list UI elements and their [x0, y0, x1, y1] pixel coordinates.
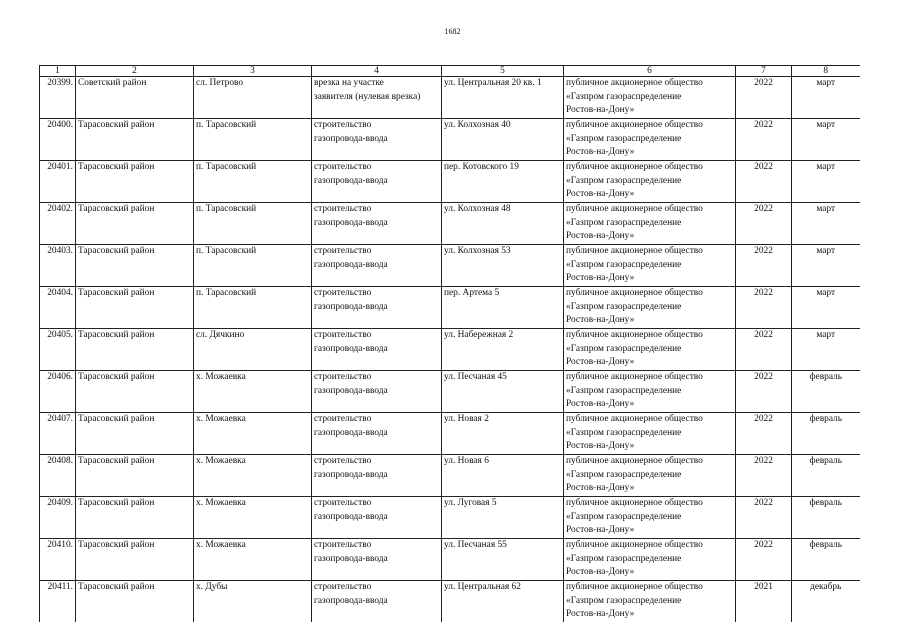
address-cell: [442, 371, 564, 413]
work-type-cell: [312, 455, 442, 497]
month-cell-line: февраль: [809, 414, 843, 424]
row-number: [40, 245, 76, 287]
work-type-cell-line: строительство: [314, 162, 372, 172]
row-number-line: 20406.: [47, 372, 73, 382]
settlement-cell: [194, 77, 312, 119]
settlement-cell-line: сл. Петрово: [196, 78, 244, 88]
organization-cell: [564, 245, 736, 287]
month-cell-line: март: [816, 78, 836, 88]
row-number-line: 20402.: [47, 204, 73, 214]
work-type-cell: [312, 119, 442, 161]
table-row: [40, 455, 860, 497]
table-row: [40, 77, 860, 119]
organization-cell-line: «Газпром газораспределение: [566, 259, 682, 270]
address-cell: [442, 329, 564, 371]
address-cell: [442, 413, 564, 455]
address-cell: [442, 287, 564, 329]
address-cell-line: ул. Песчаная 45: [444, 372, 507, 382]
settlement-cell: [194, 539, 312, 581]
district-cell: [76, 203, 194, 245]
organization-cell-line: публичное акционерное общество: [566, 372, 703, 382]
settlement-cell: [194, 119, 312, 161]
year-cell: [736, 287, 792, 329]
column-header: 8: [792, 66, 860, 77]
district-cell-line: Тарасовский район: [78, 414, 155, 424]
month-cell: [792, 329, 860, 371]
work-type-cell-line: газопровода-ввода: [314, 595, 388, 606]
address-cell-line: ул. Колхозная 40: [444, 120, 511, 130]
row-number: [40, 77, 76, 119]
work-type-cell-line: газопровода-ввода: [314, 385, 388, 396]
month-cell: [792, 161, 860, 203]
work-type-cell-line: газопровода-ввода: [314, 217, 388, 228]
work-type-cell: [312, 413, 442, 455]
organization-cell-line: Ростов-на-Дону»: [566, 483, 635, 494]
organization-cell-line: публичное акционерное общество: [566, 498, 703, 508]
month-cell-line: март: [816, 246, 836, 256]
work-type-cell: [312, 287, 442, 329]
organization-cell-line: «Газпром газораспределение: [566, 175, 682, 186]
organization-cell-line: «Газпром газораспределение: [566, 469, 682, 480]
month-cell: [792, 581, 860, 623]
address-cell: [442, 539, 564, 581]
work-type-cell: [312, 581, 442, 623]
address-cell-line: ул. Песчаная 55: [444, 540, 507, 550]
organization-cell-line: «Газпром газораспределение: [566, 343, 682, 354]
work-type-cell-line: газопровода-ввода: [314, 469, 388, 480]
organization-cell-line: Ростов-на-Дону»: [566, 105, 635, 116]
settlement-cell: [194, 413, 312, 455]
organization-cell-line: «Газпром газораспределение: [566, 91, 682, 102]
organization-cell-line: Ростов-на-Дону»: [566, 399, 635, 410]
settlement-cell-line: сл. Дячкино: [196, 330, 245, 340]
organization-cell-line: Ростов-на-Дону»: [566, 189, 635, 200]
address-cell: [442, 77, 564, 119]
organization-cell: [564, 119, 736, 161]
organization-cell-line: Ростов-на-Дону»: [566, 525, 635, 536]
table-row: [40, 245, 860, 287]
address-cell-line: пер. Котовского 19: [444, 162, 519, 172]
table-row: [40, 329, 860, 371]
row-number: [40, 413, 76, 455]
settlement-cell-line: х. Дубы: [196, 582, 228, 592]
organization-cell-line: Ростов-на-Дону»: [566, 315, 635, 326]
month-cell-line: март: [816, 330, 836, 340]
organization-cell-line: публичное акционерное общество: [566, 288, 703, 298]
month-cell: [792, 497, 860, 539]
work-type-cell: [312, 77, 442, 119]
month-cell-line: февраль: [809, 456, 843, 466]
organization-cell-line: публичное акционерное общество: [566, 204, 703, 214]
district-cell: [76, 371, 194, 413]
work-type-cell: [312, 371, 442, 413]
address-cell-line: ул. Набережная 2: [444, 330, 514, 340]
year-cell-line: 2022: [754, 288, 773, 298]
work-type-cell-line: строительство: [314, 330, 372, 340]
work-type-cell: [312, 497, 442, 539]
month-cell: [792, 287, 860, 329]
row-number-line: 20403.: [47, 246, 73, 256]
year-cell-line: 2022: [754, 372, 773, 382]
row-number: [40, 161, 76, 203]
organization-cell-line: публичное акционерное общество: [566, 414, 703, 424]
row-number-line: 20404.: [47, 288, 73, 298]
address-cell-line: ул. Колхозная 53: [444, 246, 511, 256]
year-cell: [736, 119, 792, 161]
month-cell: [792, 245, 860, 287]
address-cell-line: ул. Новая 2: [444, 414, 489, 424]
organization-cell-line: публичное акционерное общество: [566, 540, 703, 550]
address-cell: [442, 203, 564, 245]
row-number-line: 20411.: [47, 582, 73, 592]
settlement-cell: [194, 371, 312, 413]
district-cell-line: Тарасовский район: [78, 330, 155, 340]
year-cell-line: 2022: [754, 204, 773, 214]
organization-cell-line: Ростов-на-Дону»: [566, 567, 635, 578]
settlement-cell: [194, 245, 312, 287]
year-cell: [736, 245, 792, 287]
work-type-cell-line: строительство: [314, 582, 372, 592]
district-cell: [76, 329, 194, 371]
row-number-line: 20399.: [47, 78, 73, 88]
year-cell: [736, 581, 792, 623]
work-type-cell-line: строительство: [314, 456, 372, 466]
settlement-cell: [194, 203, 312, 245]
year-cell-line: 2022: [754, 330, 773, 340]
work-type-cell: [312, 245, 442, 287]
table-row: [40, 371, 860, 413]
month-cell-line: март: [816, 120, 836, 130]
table-row: [40, 497, 860, 539]
year-cell: [736, 455, 792, 497]
work-type-cell-line: газопровода-ввода: [314, 511, 388, 522]
work-type-cell-line: строительство: [314, 288, 372, 298]
organization-cell-line: публичное акционерное общество: [566, 456, 703, 466]
organization-cell-line: Ростов-на-Дону»: [566, 357, 635, 368]
address-cell-line: ул. Луговая 5: [444, 498, 497, 508]
year-cell-line: 2022: [754, 456, 773, 466]
row-number: [40, 497, 76, 539]
work-type-cell-line: газопровода-ввода: [314, 343, 388, 354]
district-cell: [76, 539, 194, 581]
work-type-cell-line: газопровода-ввода: [314, 427, 388, 438]
address-cell: [442, 119, 564, 161]
year-cell: [736, 77, 792, 119]
year-cell-line: 2021: [754, 582, 773, 592]
address-cell: [442, 581, 564, 623]
work-type-cell-line: строительство: [314, 540, 372, 550]
organization-cell-line: «Газпром газораспределение: [566, 217, 682, 228]
row-number-line: 20405.: [47, 330, 73, 340]
month-cell: [792, 413, 860, 455]
header-row: [40, 66, 860, 77]
table-row: [40, 581, 860, 623]
organization-cell: [564, 413, 736, 455]
settlement-cell-line: п. Тарасовский: [196, 120, 257, 130]
organization-cell-line: публичное акционерное общество: [566, 78, 703, 88]
year-cell: [736, 539, 792, 581]
work-type-cell-line: газопровода-ввода: [314, 175, 388, 186]
work-type-cell-line: газопровода-ввода: [314, 553, 388, 564]
column-header: 1: [40, 66, 76, 77]
organization-cell: [564, 77, 736, 119]
district-cell: [76, 119, 194, 161]
settlement-cell-line: х. Можаевка: [196, 456, 246, 466]
column-header: 2: [76, 66, 194, 77]
settlement-cell: [194, 329, 312, 371]
year-cell-line: 2022: [754, 540, 773, 550]
settlement-cell: [194, 287, 312, 329]
organization-cell-line: публичное акционерное общество: [566, 330, 703, 340]
work-type-cell-line: врезка на участке: [314, 78, 384, 88]
row-number-line: 20401.: [47, 162, 73, 172]
address-cell-line: ул. Новая 6: [444, 456, 489, 466]
table-row: [40, 413, 860, 455]
column-header: 3: [194, 66, 312, 77]
year-cell-line: 2022: [754, 498, 773, 508]
settlement-cell: [194, 455, 312, 497]
district-cell: [76, 287, 194, 329]
settlement-cell: [194, 497, 312, 539]
district-cell: [76, 581, 194, 623]
settlement-cell: [194, 161, 312, 203]
row-number: [40, 581, 76, 623]
row-number-line: 20409.: [47, 498, 73, 508]
month-cell: [792, 119, 860, 161]
settlement-cell: [194, 581, 312, 623]
row-number-line: 20408.: [47, 456, 73, 466]
work-type-cell-line: строительство: [314, 498, 372, 508]
column-header: 5: [442, 66, 564, 77]
district-cell: [76, 413, 194, 455]
organization-cell-line: «Газпром газораспределение: [566, 511, 682, 522]
table-row: [40, 287, 860, 329]
year-cell: [736, 371, 792, 413]
row-number: [40, 371, 76, 413]
table-row: [40, 119, 860, 161]
organization-cell-line: «Газпром газораспределение: [566, 553, 682, 564]
district-cell: [76, 455, 194, 497]
row-number-line: 20410.: [47, 540, 73, 550]
settlement-cell-line: п. Тарасовский: [196, 204, 257, 214]
settlement-cell-line: п. Тарасовский: [196, 162, 257, 172]
settlement-cell-line: х. Можаевка: [196, 372, 246, 382]
organization-cell-line: Ростов-на-Дону»: [566, 231, 635, 242]
row-number: [40, 203, 76, 245]
data-table: [39, 65, 860, 622]
month-cell-line: март: [816, 204, 836, 214]
organization-cell-line: публичное акционерное общество: [566, 120, 703, 130]
year-cell: [736, 329, 792, 371]
year-cell: [736, 203, 792, 245]
district-cell-line: Советский район: [78, 78, 147, 88]
year-cell-line: 2022: [754, 120, 773, 130]
district-cell: [76, 245, 194, 287]
district-cell: [76, 161, 194, 203]
month-cell: [792, 455, 860, 497]
year-cell-line: 2022: [754, 414, 773, 424]
table-row: [40, 161, 860, 203]
address-cell-line: ул. Колхозная 48: [444, 204, 511, 214]
organization-cell: [564, 371, 736, 413]
page-number: 1682: [444, 27, 461, 36]
column-header: 7: [736, 66, 792, 77]
month-cell-line: февраль: [809, 372, 843, 382]
address-cell-line: ул. Центральная 20 кв. 1: [444, 78, 542, 88]
organization-cell: [564, 329, 736, 371]
organization-cell: [564, 581, 736, 623]
year-cell-line: 2022: [754, 162, 773, 172]
settlement-cell-line: х. Можаевка: [196, 498, 246, 508]
work-type-cell-line: газопровода-ввода: [314, 133, 388, 144]
month-cell-line: март: [816, 288, 836, 298]
organization-cell-line: «Газпром газораспределение: [566, 595, 682, 606]
organization-cell: [564, 203, 736, 245]
row-number: [40, 455, 76, 497]
district-cell-line: Тарасовский район: [78, 288, 155, 298]
month-cell-line: февраль: [809, 498, 843, 508]
district-cell-line: Тарасовский район: [78, 498, 155, 508]
table-row: [40, 203, 860, 245]
year-cell-line: 2022: [754, 78, 773, 88]
work-type-cell: [312, 329, 442, 371]
year-cell-line: 2022: [754, 246, 773, 256]
organization-cell-line: «Газпром газораспределение: [566, 385, 682, 396]
district-cell-line: Тарасовский район: [78, 372, 155, 382]
organization-cell-line: публичное акционерное общество: [566, 162, 703, 172]
organization-cell-line: «Газпром газораспределение: [566, 427, 682, 438]
work-type-cell-line: строительство: [314, 204, 372, 214]
organization-cell-line: Ростов-на-Дону»: [566, 441, 635, 452]
month-cell: [792, 539, 860, 581]
work-type-cell: [312, 203, 442, 245]
address-cell-line: пер. Артема 5: [444, 288, 500, 298]
row-number: [40, 119, 76, 161]
district-cell-line: Тарасовский район: [78, 582, 155, 592]
organization-cell-line: публичное акционерное общество: [566, 246, 703, 256]
organization-cell-line: Ростов-на-Дону»: [566, 147, 635, 158]
work-type-cell: [312, 539, 442, 581]
work-type-cell: [312, 161, 442, 203]
organization-cell: [564, 287, 736, 329]
settlement-cell-line: п. Тарасовский: [196, 288, 257, 298]
month-cell: [792, 77, 860, 119]
work-type-cell-line: строительство: [314, 414, 372, 424]
month-cell-line: февраль: [809, 540, 843, 550]
table-row: [40, 539, 860, 581]
row-number: [40, 287, 76, 329]
year-cell: [736, 161, 792, 203]
work-type-cell-line: строительство: [314, 372, 372, 382]
row-number: [40, 539, 76, 581]
work-type-cell-line: газопровода-ввода: [314, 301, 388, 312]
month-cell: [792, 371, 860, 413]
address-cell: [442, 245, 564, 287]
work-type-cell-line: заявителя (нулевая врезка): [314, 91, 421, 102]
year-cell: [736, 497, 792, 539]
address-cell-line: ул. Центральная 62: [444, 582, 521, 592]
address-cell: [442, 455, 564, 497]
organization-cell: [564, 455, 736, 497]
organization-cell-line: «Газпром газораспределение: [566, 301, 682, 312]
district-cell-line: Тарасовский район: [78, 246, 155, 256]
month-cell-line: декабрь: [810, 582, 842, 592]
column-header: 4: [312, 66, 442, 77]
settlement-cell-line: х. Можаевка: [196, 540, 246, 550]
row-number: [40, 329, 76, 371]
settlement-cell-line: п. Тарасовский: [196, 246, 257, 256]
district-cell-line: Тарасовский район: [78, 120, 155, 130]
district-cell-line: Тарасовский район: [78, 456, 155, 466]
organization-cell: [564, 539, 736, 581]
district-cell: [76, 497, 194, 539]
organization-cell: [564, 497, 736, 539]
organization-cell-line: «Газпром газораспределение: [566, 133, 682, 144]
district-cell-line: Тарасовский район: [78, 540, 155, 550]
organization-cell: [564, 161, 736, 203]
row-number-line: 20400.: [47, 120, 73, 130]
month-cell: [792, 203, 860, 245]
organization-cell-line: публичное акционерное общество: [566, 582, 703, 592]
address-cell: [442, 161, 564, 203]
settlement-cell-line: х. Можаевка: [196, 414, 246, 424]
column-header: 6: [564, 66, 736, 77]
row-number-line: 20407.: [47, 414, 73, 424]
district-cell-line: Тарасовский район: [78, 162, 155, 172]
work-type-cell-line: строительство: [314, 246, 372, 256]
organization-cell-line: Ростов-на-Дону»: [566, 609, 635, 620]
month-cell-line: март: [816, 162, 836, 172]
address-cell: [442, 497, 564, 539]
work-type-cell-line: строительство: [314, 120, 372, 130]
organization-cell-line: Ростов-на-Дону»: [566, 273, 635, 284]
year-cell: [736, 413, 792, 455]
district-cell: [76, 77, 194, 119]
district-cell-line: Тарасовский район: [78, 204, 155, 214]
work-type-cell-line: газопровода-ввода: [314, 259, 388, 270]
